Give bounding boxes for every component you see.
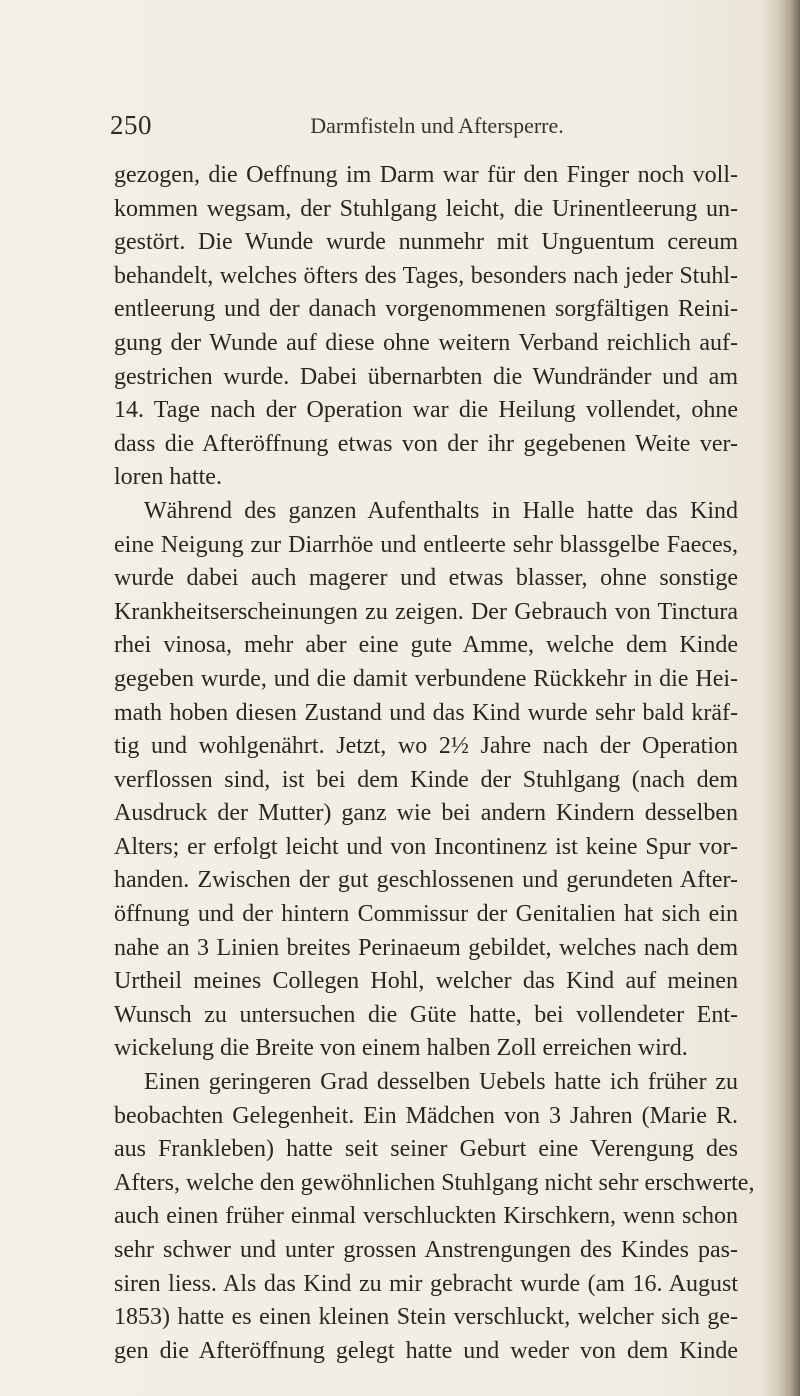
text-line: Krankheitserscheinungen zu zeigen. Der Gebrauch von Tinctura [114, 598, 738, 625]
page-number: 250 [110, 110, 152, 140]
text-line: öffnung und der hintern Commissur der Genitalien hat sich ein [114, 901, 738, 928]
text-line: gegeben wurde, und die damit verbundene Rückkehr in die Hei- [114, 665, 738, 692]
text-line: auch einen früher einmal verschluckten Kirschkern, wenn schon [114, 1203, 738, 1230]
text-line: nahe an 3 Linien breites Perinaeum gebildet, welches nach dem [114, 934, 738, 961]
text-line: dass die Afteröffnung etwas von der ihr gegebenen Weite ver- [114, 430, 738, 457]
text-line: rhei vinosa, mehr aber eine gute Amme, welche dem Kinde [114, 632, 738, 659]
text-line: eine Neigung zur Diarrhöe und entleerte sehr blassgelbe Faeces, [114, 531, 738, 558]
text-line: Afters, welche den gewöhnlichen Stuhlgang nicht sehr erschwerte, [114, 1169, 755, 1196]
text-line: 14. Tage nach der Operation war die Heilung vollendet, ohne [114, 397, 738, 424]
text-line: kommen wegsam, der Stuhlgang leicht, die Urinentleerung un- [114, 195, 738, 222]
text-line: verflossen sind, ist bei dem Kinde der Stuhlgang (nach dem [114, 766, 738, 793]
running-head [110, 110, 750, 150]
page-edge-shadow [762, 0, 800, 1396]
text-line: siren liess. Als das Kind zu mir gebracht wurde (am 16. August [114, 1270, 738, 1297]
text-line: gestört. Die Wunde wurde nunmehr mit Unguentum cereum [114, 229, 738, 256]
text-line: beobachten Gelegenheit. Ein Mädchen von 3 Jahren (Marie R. [114, 1102, 738, 1129]
text-line: aus Frankleben) hatte seit seiner Geburt eine Verengung des [114, 1136, 738, 1163]
running-title: Darmfisteln und Aftersperre. [310, 113, 564, 138]
text-line: Urtheil meines Collegen Hohl, welcher das Kind auf meinen [114, 968, 738, 995]
text-line: gung der Wunde auf diese ohne weitern Verband reichlich auf- [114, 329, 738, 356]
text-line: sehr schwer und unter grossen Anstrengungen des Kindes pas- [114, 1237, 738, 1263]
text-line: behandelt, welches öfters des Tages, besonders nach jeder Stuhl- [114, 262, 738, 289]
text-line: Wunsch zu untersuchen die Güte hatte, bei vollendeter Ent- [114, 1001, 738, 1028]
text-line: gestrichen wurde. Dabei übernarbten die Wundränder und am [114, 363, 738, 390]
text-line: gezogen, die Oeffnung im Darm war für den Finger noch voll- [114, 162, 738, 188]
text-line: math hoben diesen Zustand und das Kind wurde sehr bald kräf- [114, 699, 738, 726]
text-line: loren hatte. [114, 464, 222, 491]
text-line: tig und wohlgenährt. Jetzt, wo 2½ Jahre nach der Operation [114, 733, 738, 760]
text-line: Während des ganzen Aufenthalts in Halle hatte das Kind [144, 497, 738, 524]
text-line: 1853) hatte es einen kleinen Stein verschluckt, welcher sich ge- [114, 1304, 738, 1331]
body-text [114, 159, 755, 1368]
text-line: handen. Zwischen der gut geschlossenen und gerundeten After- [114, 867, 738, 894]
text-line: entleerung und der danach vorgenommenen sorgfältigen Reini- [114, 296, 738, 323]
text-line: gen die Afteröffnung gelegt hatte und weder von dem Kinde [114, 1337, 738, 1364]
text-line: Ausdruck der Mutter) ganz wie bei andern Kindern desselben [114, 800, 738, 827]
text-line: wickelung die Breite von einem halben Zoll erreichen wird. [114, 1035, 688, 1062]
text-line: wurde dabei auch magerer und etwas blasser, ohne sonstige [114, 565, 738, 592]
text-line: Einen geringeren Grad desselben Uebels hatte ich früher zu [144, 1069, 738, 1096]
text-line: Alters; er erfolgt leicht und von Incontinenz ist keine Spur vor- [114, 833, 738, 860]
